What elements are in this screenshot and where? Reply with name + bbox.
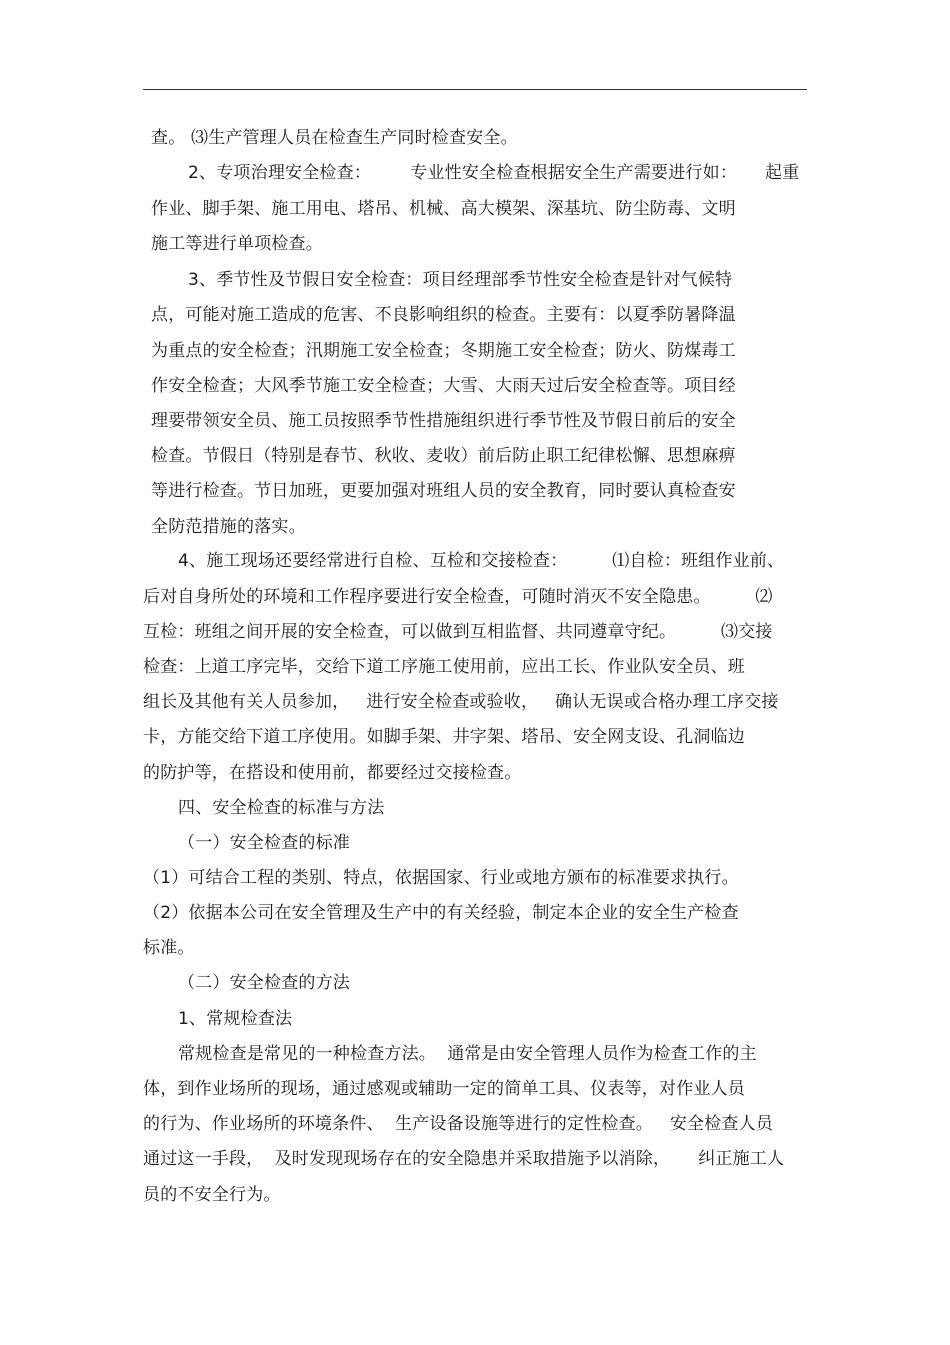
text-line: 通过这一手段， 及时发现现场存在的安全隐患并采取措施予以消除， 纠正施工人 bbox=[143, 1149, 785, 1169]
text-line: 后对自身所处的环境和工作程序要进行安全检查，可随时消灭不安全隐患。 ⑵ bbox=[143, 587, 773, 607]
text-line: 卡，方能交给下道工序使用。如脚手架、井字架、塔吊、安全网支设、孔洞临边 bbox=[143, 727, 745, 747]
text-line: 检查。节假日（特别是春节、秋收、麦收）前后防止职工纪律松懈、思想麻痹 bbox=[151, 446, 736, 466]
text-line: 的行为、作业场所的环境条件、 生产设备设施等进行的定性检查。 安全检查人员 bbox=[143, 1114, 774, 1134]
text-line: 体，到作业场所的现场，通过感观或辅助一定的简单工具、仪表等，对作业人员 bbox=[143, 1079, 745, 1099]
text-line: 员的不安全行为。 bbox=[143, 1185, 281, 1205]
text-line: 等进行检查。节日加班，更要加强对班组人员的安全教育，同时要认真检查安 bbox=[151, 481, 736, 501]
section-heading: 四、安全检查的标准与方法 bbox=[178, 798, 385, 818]
text-line: 3、季节性及节假日安全检查：项目经理部季节性安全检查是针对气候特 bbox=[188, 270, 733, 290]
text-line: 标准。 bbox=[143, 938, 195, 958]
text-line: 点，可能对施工造成的危害、不良影响组织的检查。主要有：以夏季防暑降温 bbox=[151, 305, 736, 325]
text-line: 查。 ⑶生产管理人员在检查生产同时检查安全。 bbox=[151, 128, 518, 148]
subsection-heading: （二）安全检查的方法 bbox=[178, 973, 350, 993]
text-line: （1）可结合工程的类别、特点，依据国家、行业或地方颁布的标准要求执行。 bbox=[143, 868, 739, 888]
text-line: 的防护等，在搭设和使用前，都要经过交接检查。 bbox=[143, 763, 522, 783]
text-line: 检查：上道工序完毕，交给下道工序施工使用前，应出工长、作业队安全员、班 bbox=[143, 657, 745, 677]
text-line: 互检：班组之间开展的安全检查，可以做到互相监督、共同遵章守纪。 ⑶交接 bbox=[143, 622, 773, 642]
header-rule bbox=[143, 89, 807, 90]
text-line: 全防范措施的落实。 bbox=[151, 517, 306, 537]
text-line: 4、施工现场还要经常进行自检、互检和交接检查： ⑴自检：班组作业前、 bbox=[178, 551, 785, 571]
text-line: （2）依据本公司在安全管理及生产中的有关经验，制定本企业的安全生产检查 bbox=[143, 903, 739, 923]
text-line: 作业、脚手架、施工用电、塔吊、机械、高大模架、深基坑、防尘防毒、文明 bbox=[151, 199, 736, 219]
text-line: 作安全检查；大风季节施工安全检查；大雪、大雨天过后安全检查等。项目经 bbox=[151, 376, 736, 396]
text-line: 施工等进行单项检查。 bbox=[151, 234, 323, 254]
text-line: 组长及其他有关人员参加， 进行安全检查或验收， 确认无误或合格办理工序交接 bbox=[143, 692, 779, 712]
text-line: 理要带领安全员、施工员按照季节性措施组织进行季节性及节假日前后的安全 bbox=[151, 411, 736, 431]
text-line: 2、专项治理安全检查： 专业性安全检查根据安全生产需要进行如： 起重 bbox=[188, 163, 800, 183]
subsection-heading: （一）安全检查的标准 bbox=[178, 833, 350, 853]
subsection-heading: 1、常规检查法 bbox=[178, 1009, 293, 1029]
text-line: 常规检查是常见的一种检查方法。 通常是由安全管理人员作为检查工作的主 bbox=[178, 1044, 757, 1064]
text-line: 为重点的安全检查；汛期施工安全检查；冬期施工安全检查；防火、防煤毒工 bbox=[151, 341, 736, 361]
